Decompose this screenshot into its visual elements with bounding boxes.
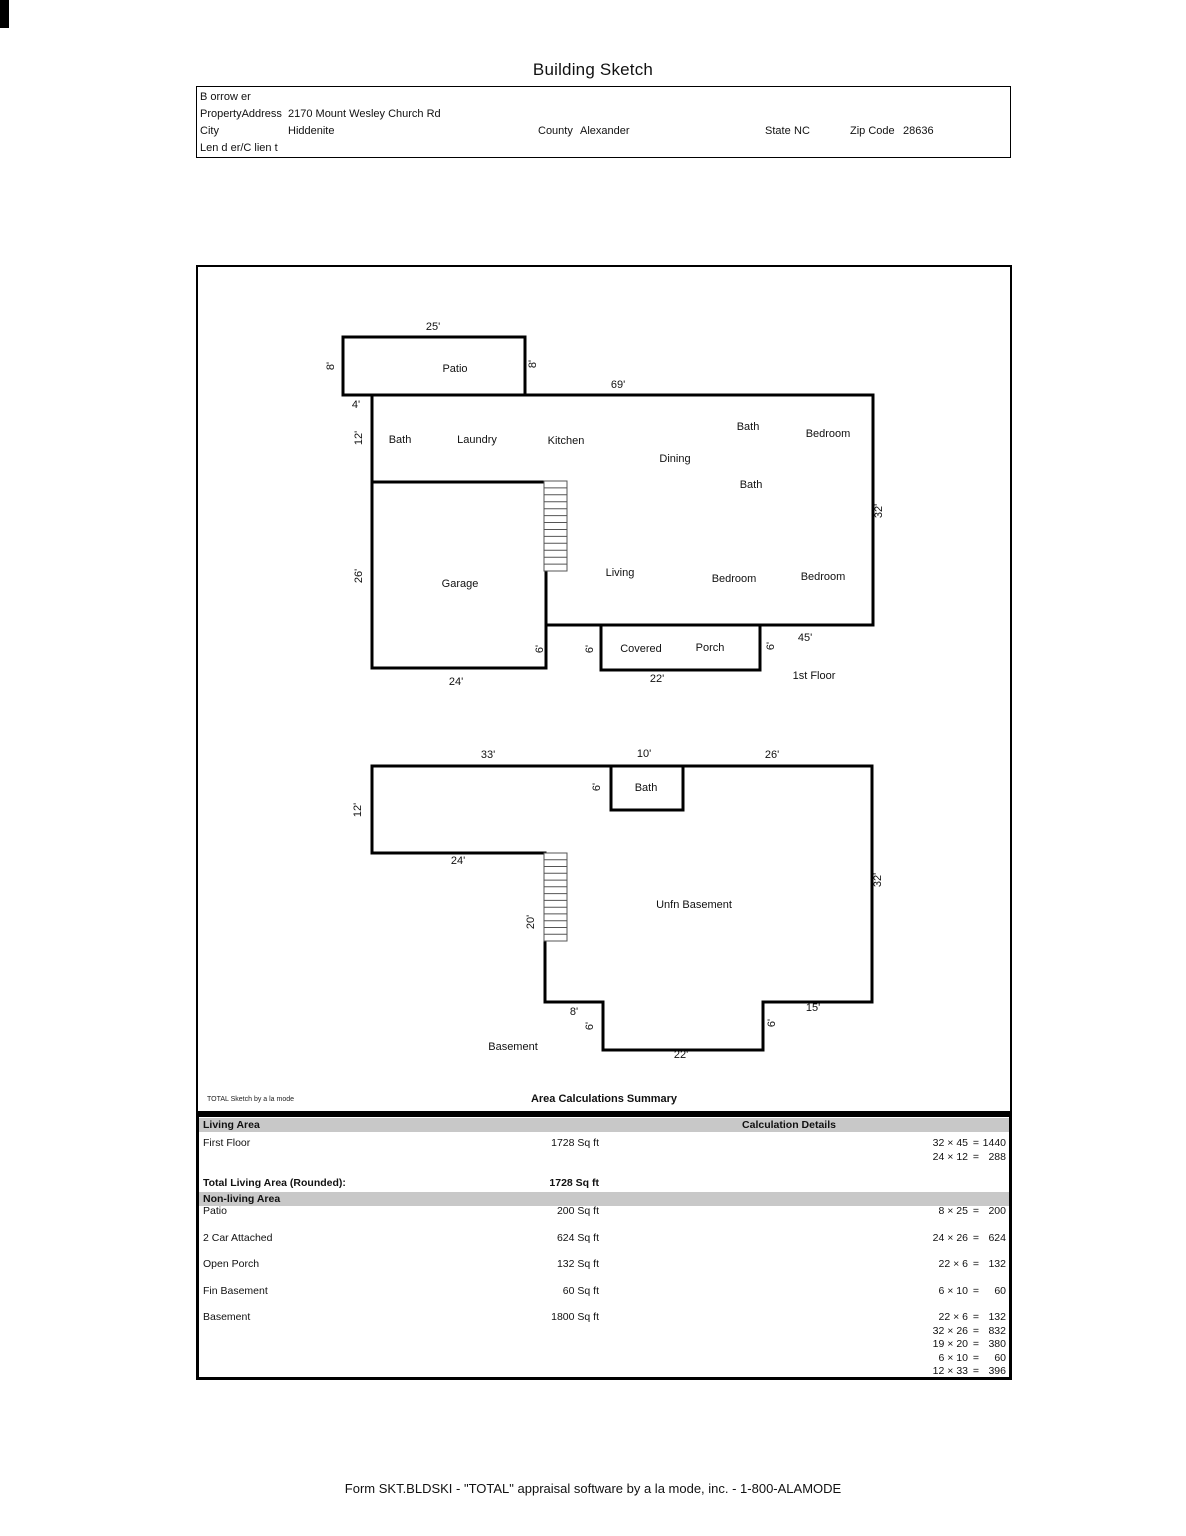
plan-label: 8' — [324, 361, 337, 371]
plan-label: 22' — [673, 1048, 689, 1061]
calc-row-area: 60 Sq ft — [562, 1284, 599, 1297]
plan-label: Porch — [695, 641, 725, 654]
plan-label: 6' — [583, 1021, 596, 1031]
plan-label: Laundry — [457, 433, 497, 446]
calc-row-label: Fin Basement — [203, 1284, 268, 1297]
area-calculations-table — [196, 1113, 1012, 1380]
living-area-header-bar — [199, 1118, 1009, 1132]
zip-value: 28636 — [903, 125, 934, 137]
plan-label: 12' — [351, 802, 364, 818]
plan-label: Garage — [441, 577, 479, 590]
calc-detail-line: 6 × 10 = 60 — [938, 1351, 1006, 1364]
living-area-header: Living Area — [203, 1119, 260, 1131]
state-value: NC — [794, 125, 810, 137]
plan-label: Bath — [634, 781, 658, 794]
state-label: State — [765, 125, 791, 137]
plan-label: 32' — [872, 503, 885, 519]
calc-detail-line: 19 × 20 = 380 — [932, 1338, 1006, 1350]
plan-label: Living — [605, 566, 635, 579]
city-value: Hiddenite — [288, 125, 335, 137]
calc-detail-line: 24 × 12 = 288 — [932, 1150, 1006, 1163]
plan-label: 6' — [765, 1018, 778, 1028]
plan-label: Kitchen — [547, 434, 585, 447]
lender-label: Len d er/C lien t — [200, 142, 278, 154]
plan-label: Unfn Basement — [656, 898, 732, 911]
calc-detail-line: 12 × 33 = 396 — [932, 1365, 1006, 1377]
calc-detail-line: 6 × 10 = 60 — [938, 1284, 1006, 1297]
calc-detail-line: 8 × 25 = 200 — [938, 1205, 1006, 1217]
address-label: PropertyAddress — [200, 108, 282, 120]
nonliving-area-header: Non-living Area — [203, 1193, 281, 1205]
calc-row — [199, 1285, 1009, 1299]
plan-label: 6' — [533, 644, 546, 654]
calc-row — [199, 1232, 1009, 1246]
total-living-area-row — [199, 1177, 1009, 1191]
plan-label: 20' — [524, 914, 537, 930]
county-label: County — [538, 125, 573, 137]
plan-label: 8' — [569, 1005, 579, 1018]
calc-row-area: 132 Sq ft — [556, 1258, 599, 1270]
calc-row-area: 1728 Sq ft — [551, 1137, 599, 1149]
scan-artifact — [0, 0, 9, 28]
plan-label: 25' — [425, 320, 441, 333]
calc-row — [199, 1311, 1009, 1377]
plan-label: Patio — [442, 362, 468, 375]
plan-label: 32' — [871, 872, 884, 888]
calc-row-area: 200 Sq ft — [556, 1205, 599, 1217]
total-label: Total Living Area (Rounded): — [203, 1177, 346, 1189]
plan-label: 1st Floor — [792, 669, 836, 682]
basement-labels — [352, 748, 884, 1061]
calc-row-label: 2 Car Attached — [203, 1231, 273, 1244]
zip-label: Zip Code — [850, 125, 895, 137]
plan-label: 6' — [590, 782, 603, 792]
plan-label: Bedroom — [800, 570, 846, 583]
software-branding: TOTAL Sketch by a la mode — [207, 1096, 295, 1103]
plan-label: 33' — [480, 748, 496, 761]
calc-row-label: Open Porch — [203, 1258, 260, 1270]
page-title: Building Sketch — [532, 60, 654, 79]
calc-row-label: First Floor — [203, 1137, 251, 1149]
plan-label: Bath — [739, 478, 763, 491]
address-value: 2170 Mount Wesley Church Rd — [288, 108, 441, 120]
area-calculations-title: Area Calculations Summary — [530, 1093, 678, 1105]
plan-label: 69' — [610, 378, 626, 391]
plan-label: Bath — [388, 433, 412, 446]
plan-label: Covered — [620, 642, 662, 655]
plan-label: 45' — [797, 631, 813, 644]
stairs-icon — [544, 853, 567, 941]
borrower-label: B orrow er — [200, 91, 251, 103]
total-value: 1728 Sq ft — [549, 1177, 599, 1189]
first-floor-labels — [325, 321, 885, 688]
plan-label: 8' — [526, 359, 539, 369]
calc-row — [199, 1137, 1009, 1163]
plan-label: 24' — [450, 854, 466, 867]
plan-label: 26' — [764, 748, 780, 761]
plan-label: 10' — [636, 747, 652, 760]
plan-label: 26' — [352, 568, 365, 584]
plan-label: Bedroom — [711, 572, 757, 585]
stairs-icon — [544, 481, 567, 571]
calculation-details-header: Calculation Details — [742, 1119, 836, 1131]
plan-label: 12' — [352, 430, 365, 446]
calc-row — [199, 1258, 1009, 1272]
plan-label: 24' — [448, 675, 464, 688]
nonliving-area-header-bar — [199, 1192, 1009, 1206]
city-label: City — [200, 125, 219, 137]
form-footer: Form SKT.BLDSKI - "TOTAL" appraisal software by a la mode, inc. - 1-800-ALAMODE — [344, 1481, 842, 1496]
calc-row-area: 1800 Sq ft — [551, 1311, 599, 1323]
calc-row-label: Basement — [203, 1311, 251, 1323]
plan-label: Basement — [488, 1040, 538, 1053]
plan-label: 4' — [351, 398, 361, 411]
plan-label: 22' — [649, 672, 665, 685]
plan-label: Bedroom — [805, 427, 851, 440]
patio-outline — [343, 337, 525, 395]
floor-plan-drawing — [198, 267, 1010, 1089]
plan-label: Dining — [659, 452, 691, 465]
calc-detail-line: 22 × 6 = 132 — [938, 1258, 1006, 1270]
calc-row — [199, 1205, 1009, 1219]
basement-plan — [352, 748, 884, 1061]
first-floor-outline — [372, 395, 873, 625]
calc-row-label: Patio — [203, 1205, 227, 1217]
plan-label: 6' — [764, 641, 777, 651]
plan-label: 6' — [583, 644, 596, 654]
calc-row-area: 624 Sq ft — [556, 1231, 599, 1244]
county-value: Alexander — [580, 125, 630, 137]
calc-detail-line: 32 × 26 = 832 — [932, 1324, 1006, 1337]
calc-detail-line: 22 × 6 = 132 — [938, 1311, 1006, 1323]
calc-detail-line: 24 × 26 = 624 — [932, 1231, 1006, 1244]
garage-outline — [372, 482, 546, 668]
plan-label: Bath — [736, 420, 760, 433]
first-floor-plan — [325, 321, 885, 688]
calc-detail-line: 32 × 45 = 1440 — [932, 1137, 1006, 1149]
property-header-box — [196, 86, 1011, 158]
building-sketch-panel — [196, 265, 1012, 1113]
plan-label: 15' — [805, 1001, 821, 1014]
